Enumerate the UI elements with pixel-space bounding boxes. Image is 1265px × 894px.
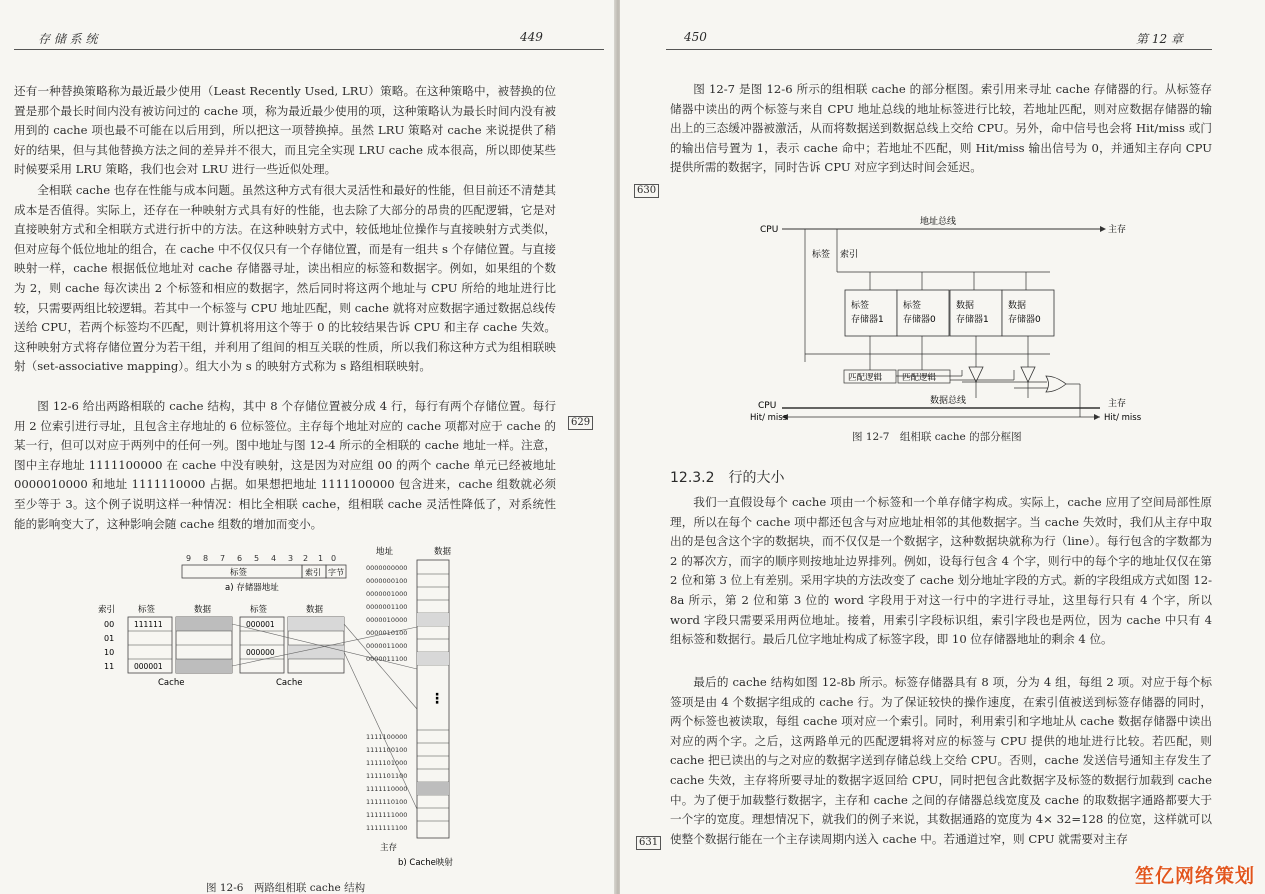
way1-data-row-filled — [288, 617, 344, 631]
tag-memory-1 — [845, 290, 897, 336]
col-data-label-1: 数据 — [306, 605, 324, 615]
row-index: 10 — [104, 648, 115, 657]
mem-row-filled — [417, 652, 449, 665]
tag-label: 标签 — [812, 250, 831, 260]
left-paragraph-3: 图 12-6 给出两路相联的 cache 结构，其中 8 个存储位置被分成 4 行，每行有两个存储位置。每行用 2 位索引进行寻址，且包含主存地址的 6 位标签位。主存每个地址对应的 cache 项都对应于 cache 的某一行，但可以对应于两列中的任何一列。图中地址与图 12-4 所示的全相联的 cache 地址一样。注意，图中主存地址 1111100000 在 cache 中没有映射，这是因为对应组 00 的两个 cache 单元已经被地址 0000010000 和地址 1111110000 占据。如果想把地址 1111100000 包含进来，cache 组数就必须至少等于 3。这个例子说明这样一种情况：相比全相联 cache，组相联 cache 灵活性降低了，对系统性能的影响变大了，这种影响会随 cache 组数的增加而变小。 — [14, 399, 556, 531]
mem-address: 1111110100 — [366, 798, 408, 806]
col-tag-label-0: 标签 — [138, 605, 156, 615]
subcaption-a: a) 存储器地址 — [225, 583, 279, 593]
mem-row-filled — [417, 782, 449, 795]
col-tag-label-1: 标签 — [250, 605, 268, 615]
tag-memory-0-line1: 标签 — [903, 301, 922, 311]
left-paragraph-2: 全相联 cache 也存在性能与成本问题。虽然这种方式有很大灵活性和最好的性能，但目前还不清楚其成本是否值得。实际上，还存在一种映射方式具有好的性能，也去除了大部分的昂贵的匹配逻辑，它是对直接映射方式和全相联方式进行折中的方法。在这种映射方式中，较低地址位操作与直接映射方式类似，但对应每个低位地址的组合，在 cache 中不仅仅只有一个存储位置，而是有一组共 s 个存储位置。与直接映射一样，cache 根据低位地址对 cache 存储器寻址，读出相应的标签和数据字。例如，如果组的个数为 2，则 cache 每次读出 2 个标签和相应的数据字，然后同时将这两个地址与 CPU 所给的地址进行比较，只需要两组比较逻辑。若其中一个标签与 CPU 地址匹配，则 cache 就将对应数据字通过数据总线传送给 CPU，若两个标签均不匹配，则计算机将用这个等于 0 的比较结果告诉 CPU 和主存 cache 失效。这种映射方式将存储位置分为若干组，并利用了组间的相互关联的性质，所以我们称这种方式为组相联映射（set-associative mapping）。组大小为 s 的映射方式称为 s 路组相联映射。 — [14, 183, 556, 374]
cache-label-1: Cache — [276, 678, 303, 688]
right-intro-paragraph: 图 12-7 是图 12-6 所示的组相联 cache 的部分框图。索引用来寻址 cache 存储器的行。从标签存储器中读出的两个标签与来自 CPU 地址总线的地址标签进行比较，若地址匹配，则对应数据存储器的输出上的三态缓冲器被激活，从而将数据送到数据总线上交给 CPU。另外，命中信号也会将 Hit/miss 或门的输出信号置为 1，表示 cache 命中；若地址不匹配，则 Hit/miss 输出信号为 0，并通知主存向 CPU 提供所需的数据字，同时告诉 CPU 对应字到达时间会延迟。 — [670, 82, 1212, 175]
mem-address: 1111100100 — [366, 746, 408, 754]
hit-miss-left: Hit/ miss — [750, 413, 788, 423]
main-memory-label-2: 主存 — [1108, 399, 1127, 409]
data-bus-label: 数据总线 — [930, 396, 967, 406]
byte-field-label: 字节 — [328, 568, 344, 577]
data-memory-1-line1: 数据 — [956, 301, 975, 311]
bit-number: 5 — [254, 554, 260, 563]
main-memory-label: 主存 — [1108, 225, 1127, 235]
way0-data-row-filled — [176, 617, 232, 631]
data-memory-0-line1: 数据 — [1008, 301, 1027, 311]
data-header: 数据 — [434, 547, 452, 557]
bit-number: 8 — [203, 554, 209, 563]
mem-address: 1111111100 — [366, 824, 408, 832]
mem-address: 0000010100 — [366, 629, 408, 637]
bit-number: 9 — [186, 554, 192, 563]
bit-number: 0 — [331, 554, 337, 563]
bit-number: 1 — [318, 554, 324, 563]
mem-address: 0000011100 — [366, 655, 408, 663]
bit-number: 6 — [237, 554, 243, 563]
bit-number: 2 — [303, 554, 309, 563]
tag-memory-0 — [897, 290, 949, 336]
left-page-number: 449 — [520, 30, 543, 44]
or-gate — [1046, 376, 1066, 392]
left-running-head: 存 储 系 统 — [38, 32, 98, 46]
way0-tag-value: 000001 — [134, 662, 163, 671]
left-paragraph-1: 还有一种替换策略称为最近最少使用（Least Recently Used, LRU）策略。在这种策略中，被替换的位置是那个最长时间内没有被访问过的 cache 项，称为最近最少使用的项，这种策略认为最长时间内没有被用到的 cache 项也最不可能在以后用到，所以把这一项替换掉。虽然 LRU 策略对 cache 来说提供了稍好的结果，但与其他替换方法之间的差异并不很大，而且完全实现 LRU cache 成本很高，所以即使某些时候要采用 LRU 策略，我们也会对 LRU 进行一些近似处理。 — [14, 84, 556, 177]
right-paragraph-1: 我们一直假设每个 cache 项由一个标签和一个单存储字构成。实际上，cache 应用了空间局部性原理，所以在每个 cache 项中都还包含与对应地址相邻的其他数据字。当 cache 失效时，我们从主存中取出的是包含这个字的数据块，而不仅仅是一个数据字，这种数据块就称为行（line）。每行包含的字数都为 2 的幂次方，而字的顺序则按地址边界排列。例如，设每行包含 4 个字，则行中的每个字的地址仅仅在第 2 位和第 3 位上有差别。采用字块的方法改变了 cache 划分地址字段的方式。新的字段组成方式如图 12-8a 所示，第 2 位和第 3 位的 word 字段用于对这一行中的字进行寻址，这里每行只有 4 个字，所以 word 字段只需要采用两位地址。接着，用索引字段标识组，索引字段也是两位，因为 cache 中只有 4 组标签和数据行。最后几位字地址构成了标签字段，即 10 位存储器地址的剩余 4 位。 — [670, 495, 1212, 647]
section-title: 12.3.2 行的大小 — [670, 470, 785, 486]
subcaption-b: b) Cache映射 — [398, 858, 453, 868]
figure-12-6 — [90, 545, 570, 894]
mem-address: 1111101100 — [366, 772, 408, 780]
tristate-buffer-0 — [1021, 367, 1035, 382]
main-memory-label: 主存 — [380, 843, 398, 853]
watermark-logo: 笙亿网络策划 — [1134, 865, 1255, 887]
right-page-number: 450 — [684, 30, 707, 44]
way1-tag-value: 000001 — [246, 620, 275, 629]
mem-address: 0000011000 — [366, 642, 408, 650]
data-memory-1-line2: 存储器1 — [956, 315, 989, 325]
row-index: 00 — [104, 620, 115, 629]
data-memory-0-line2: 存储器0 — [1008, 315, 1041, 325]
index-label: 索引 — [840, 250, 859, 260]
mem-address: 0000001000 — [366, 590, 408, 598]
bit-number: 4 — [271, 554, 277, 563]
right-page — [620, 0, 1265, 894]
bit-number: 3 — [288, 554, 294, 563]
cpu-label-2: CPU — [758, 401, 777, 411]
hit-miss-right: Hit/ miss — [1104, 413, 1142, 423]
mem-address: 1111101000 — [366, 759, 408, 767]
way0-data-row-filled — [176, 659, 232, 673]
data-memory-0 — [1002, 290, 1054, 336]
right-header-rule — [666, 49, 1212, 50]
tag-memory-1-line1: 标签 — [851, 301, 870, 311]
cache-label-0: Cache — [158, 678, 185, 688]
figure-12-7 — [750, 212, 1210, 427]
index-field-label: 索引 — [305, 568, 321, 577]
tag-memory-0-line2: 存储器0 — [903, 315, 936, 325]
address-bus-label: 地址总线 — [920, 217, 957, 227]
match-logic-1-label: 匹配逻辑 — [848, 373, 883, 383]
mem-address: 0000000000 — [366, 564, 408, 572]
right-running-head: 第 12 章 — [1136, 32, 1183, 46]
right-margin-ref-2: 631 — [636, 836, 661, 850]
way1-data-row-filled — [288, 645, 344, 659]
way1-tag-value: 000000 — [246, 648, 275, 657]
mem-address: 0000001100 — [366, 603, 408, 611]
mem-address: 1111111000 — [366, 811, 408, 819]
mem-address: 1111100000 — [366, 733, 408, 741]
col-index-label: 索引 — [98, 605, 116, 615]
bit-number: 7 — [220, 554, 226, 563]
left-header-rule — [14, 49, 604, 50]
left-page — [0, 0, 616, 894]
tag-memory-1-line2: 存储器1 — [851, 315, 884, 325]
mem-address: 0000010000 — [366, 616, 408, 624]
mem-address: 1111110000 — [366, 785, 408, 793]
col-data-label-0: 数据 — [194, 605, 212, 615]
mem-address: 0000000100 — [366, 577, 408, 585]
match-logic-0-label: 匹配逻辑 — [902, 373, 937, 383]
cpu-label: CPU — [760, 225, 779, 235]
row-index: 01 — [104, 634, 115, 643]
figure-12-6-caption: 图 12-6 两路组相联 cache 结构 — [206, 882, 366, 894]
data-memory-1 — [950, 290, 1002, 336]
left-margin-ref: 629 — [568, 416, 593, 430]
mem-ellipsis: ⋮ — [430, 691, 444, 707]
addr-header: 地址 — [376, 547, 394, 557]
right-paragraph-2: 最后的 cache 结构如图 12-8b 所示。标签存储器具有 8 项，分为 4 组，每组 2 项。对应于每个标签项是由 4 个数据字组成的 cache 行。为了保证较快的操作速度，在索引值被送到标签存储器的同时，两个标签也被读取，每组 cache 项对应一个索引。同时，利用索引和字地址从 cache 数据存储器中读出对应的两个字。之后，这两路单元的匹配逻辑将对应的标签与 CPU 提供的地址进行比较。若匹配，则 cache 把已读出的与之对应的数据字送到存储总线上交给 CPU。否则，cache 发送信号通知主存发生了 cache 失效，主存将所要寻址的数据字返回给 CPU，同时把包含此数据字及标签的数据行加载到 cache 中。为了便于加载整行数据字，主存和 cache 之间的存储器总线宽度及 cache 的取数据字通路都要大于一个字的宽度。理想情况下，就我们的例子来说，其数据通路的宽度为 4× 32=128 的位宽，这样就可以使整个数据行能在一个主存读周期内送入 cache 中。若通道过窄，则 CPU 就需要对主存 — [670, 675, 1212, 846]
right-margin-ref-1: 630 — [634, 184, 659, 198]
figure-12-7-caption: 图 12-7 组相联 cache 的部分框图 — [852, 431, 1022, 443]
mem-row-filled — [417, 613, 449, 626]
tag-field-label: 标签 — [230, 568, 248, 578]
row-index: 11 — [104, 662, 115, 671]
way0-tag-value: 111111 — [134, 620, 163, 629]
